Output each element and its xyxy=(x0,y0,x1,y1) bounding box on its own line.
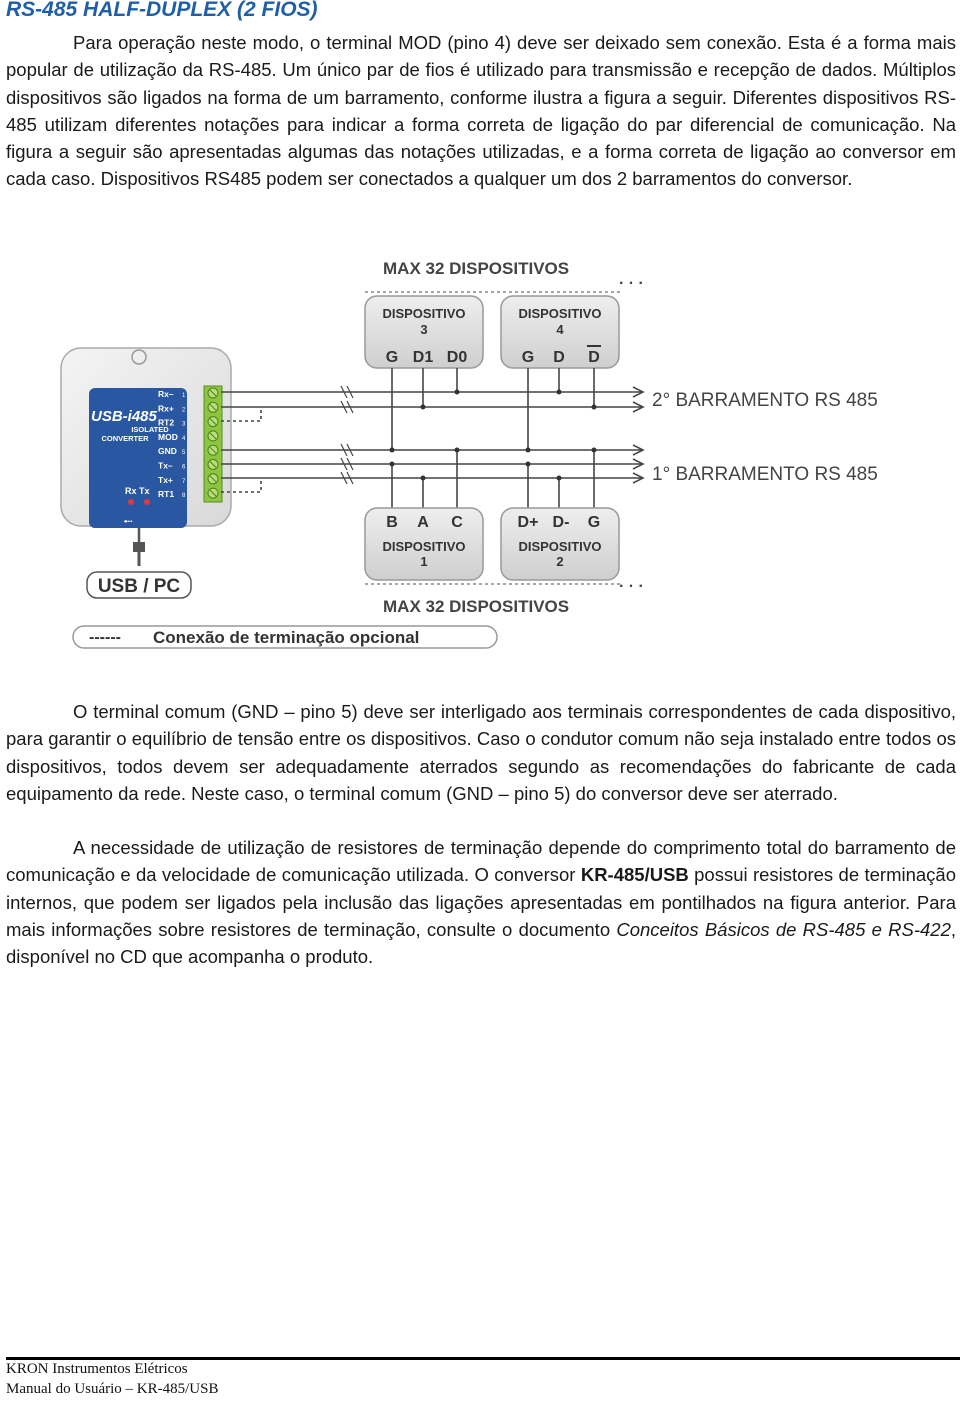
footer-manual: Manual do Usuário – KR-485/USB xyxy=(6,1381,219,1397)
paragraph-gnd-text: O terminal comum (GND – pino 5) deve ser interligado aos terminais correspondentes de cada dispositivo, para garantir o equilíbrio de tensão entre os dispositivos. Caso o condutor comum não seja instalado entre todos os dispositivos, todos devem ser adequadamente aterrados segundo as recomendações do fabricante de cada equipamento da rede. Neste caso, o terminal comum (GND – pino 5) do conversor deve ser aterrado. xyxy=(6,701,956,804)
device-3-pin-d0: D0 xyxy=(446,349,468,366)
terminal-pin-number: 6 xyxy=(182,464,186,471)
device-4-pin-dbar: D xyxy=(588,349,600,366)
device-2 xyxy=(501,508,619,580)
continuation-dots-bottom: · · · xyxy=(619,578,644,595)
terminal-pin-number: 2 xyxy=(182,407,186,414)
converter-subtitle-2: CONVERTER xyxy=(101,434,149,443)
terminal-label: Rx+ xyxy=(158,403,174,414)
rx-led-icon xyxy=(128,499,134,505)
paragraph-intro xyxy=(6,29,956,193)
device-4 xyxy=(501,296,619,368)
footer-rule xyxy=(6,1357,960,1360)
device-2-pin-dplus: D+ xyxy=(517,514,539,531)
paragraph-gnd xyxy=(6,698,956,807)
continuation-dots-top: · · · xyxy=(619,275,644,292)
device-2-number: 2 xyxy=(556,554,564,569)
device-2-pin-dminus: D- xyxy=(552,514,570,531)
terminal-pin-number: 5 xyxy=(182,450,186,457)
device-1 xyxy=(365,508,483,580)
legend-text: Conexão de terminação opcional xyxy=(153,628,420,647)
max-devices-bottom-label: MAX 32 DISPOSITIVOS xyxy=(383,597,570,616)
device-3-pin-d1: D1 xyxy=(412,349,434,366)
bus-2-label: 2° BARRAMENTO RS 485 xyxy=(652,390,878,411)
device-4-number: 4 xyxy=(556,322,564,337)
device-4-title: DISPOSITIVO xyxy=(518,306,602,321)
terminal-label: Tx– xyxy=(158,460,173,471)
device-2-pin-g: G xyxy=(587,514,601,531)
converter-brand: USB-i485 xyxy=(91,408,157,425)
device-4-pin-d: D xyxy=(553,349,565,366)
tx-led-icon xyxy=(144,499,150,505)
junction-dots xyxy=(390,390,597,481)
section-heading: RS-485 HALF-DUPLEX (2 FIOS) xyxy=(6,0,318,21)
device-4-pin-g: G xyxy=(521,349,535,366)
terminal-pin-number: 8 xyxy=(182,493,186,500)
device-2-title: DISPOSITIVO xyxy=(518,539,602,554)
paragraph-intro-text: Para operação neste modo, o terminal MOD (pino 4) deve ser deixado sem conexão. Esta é a forma mais popular de utilização da RS-485. Um único par de fios é utilizado para transmissão e recepção de dados. Múltiplos dispositivos são ligados na forma de um barramento, conforme ilustra a figura a seguir. Diferentes dispositivos RS-485 utilizam diferentes notações para indicar a forma correta de ligação do par diferencial de comunicação. Na figura a seguir são apresentadas algumas das notações utilizadas, e a forma correta de ligação ao conversor em cada caso. Dispositivos RS485 podem ser conectados a qualquer um dos 2 barramentos do conversor. xyxy=(6,32,956,190)
device-1-pin-b: B xyxy=(386,514,398,531)
paragraph-termination-text-1: A necessidade de utilização de resistores de terminação depende do comprimento total do barramento de comunicação e da velocidade de comunicação utilizada. O conversor xyxy=(6,837,956,886)
converter-rxtx-label: Rx Tx xyxy=(125,486,150,496)
terminal-label: GND xyxy=(158,446,177,457)
terminal-label: Tx+ xyxy=(158,474,173,485)
terminal-label: RT2 xyxy=(158,417,175,428)
terminal-pin-number: 4 xyxy=(182,435,186,442)
terminal-pin-number: 1 xyxy=(182,393,186,399)
converter-subtitle-1: ISOLATED xyxy=(131,425,169,434)
usb-symbol-icon: ⭪ xyxy=(123,514,133,529)
device-1-pin-c: C xyxy=(451,514,463,531)
product-name: KR-485/USB xyxy=(580,864,689,886)
rs485-wiring-diagram xyxy=(55,246,915,656)
terminal-pin-number: 3 xyxy=(182,421,186,428)
terminal-label: RT1 xyxy=(158,489,175,500)
usb-converter xyxy=(61,348,231,566)
paragraph-termination xyxy=(6,834,956,970)
device-1-pin-a: A xyxy=(417,514,429,531)
usb-pc-label: USB / PC xyxy=(97,576,181,597)
usb-plug xyxy=(133,542,145,552)
device-1-title: DISPOSITIVO xyxy=(382,539,466,554)
device-3-number: 3 xyxy=(420,322,428,337)
max-devices-top-label: MAX 32 DISPOSITIVOS xyxy=(383,259,570,278)
device-3-title: DISPOSITIVO xyxy=(382,306,466,321)
terminal-label: MOD xyxy=(158,431,178,442)
device-3 xyxy=(365,296,483,368)
bus-1-label: 1° BARRAMENTO RS 485 xyxy=(652,464,878,485)
paragraph-termination-text-3: , disponível no CD que acompanha o produto. xyxy=(6,918,957,968)
footer-company: KRON Instrumentos Elétricos xyxy=(6,1361,188,1377)
legend-dash-sample: ------ xyxy=(89,629,121,646)
device-1-number: 1 xyxy=(420,554,428,569)
device-3-pin-g: G xyxy=(385,349,399,366)
terminal-pin-number: 7 xyxy=(182,478,186,485)
document-title: Conceitos Básicos de RS-485 e RS-422 xyxy=(616,918,951,940)
terminal-label: Rx– xyxy=(158,389,174,399)
bus-wires xyxy=(221,368,643,508)
paragraph-termination-text-2: possui resistores de terminação internos, que podem ser ligados pela inclusão das ligações apresentadas em pontilhados na figura anterior. Para mais informações sobre resistores de terminação, consulte o documento xyxy=(6,864,956,940)
